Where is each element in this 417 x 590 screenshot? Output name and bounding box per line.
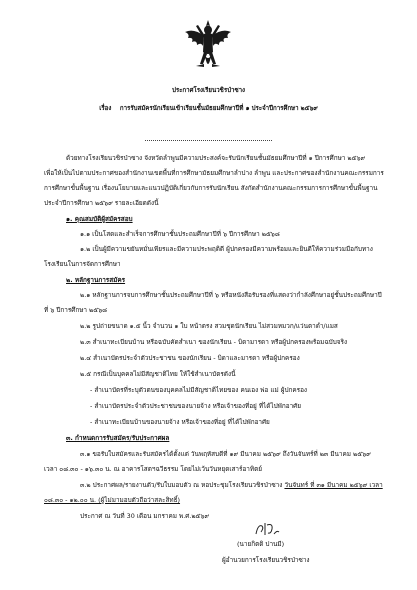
announcement-subject xyxy=(9,104,409,112)
subject-text: การรับสมัครนักเรียนเข้าเรียนชั้นมัธยมศึกษาปีที่ ๑ ประจำปีการศึกษา ๒๕๖๙ xyxy=(119,104,318,112)
section-2-item: ๒.๒ รูปถ่ายขนาด ๑.๕ นิ้ว จำนวน ๑ ใบ หน้าตรง สวมชุดนักเรียน ไม่สวมหมวก/แว่นตาดำ/แมส xyxy=(80,322,338,330)
section-3-item-continuation: เวลา ๐๘.๓๐ - ๑๖.๓๐ น. ณ อาคารโสตฯฉวีธรรม โดยไม่เว้นวันหยุดเสาร์อาทิตย์ xyxy=(44,465,262,473)
garuda-emblem-icon xyxy=(182,18,234,76)
subject-label: เรื่อง xyxy=(99,104,112,112)
section-3-item xyxy=(80,481,383,489)
intro-line: เพื่อให้เป็นไปตามประกาศของสำนักงานเขตพื้นที่การศึกษามัธยมศึกษาลำปาง ลำพูน และประกาศของสำนักงานคณะกรรมการ xyxy=(44,169,384,177)
section-3-item-2-text: ๓.๒ ประกาศผล/รายงานตัว/รับใบมอบตัว ณ หอประชุมโรงเรียนวชิรป่าซาง xyxy=(80,481,285,489)
section-3-item-continuation: ๐๘.๓๐ - ๑๒.๐๐ น. (ผู้ไม่มามอบตัวถือว่าสละสิทธิ์) xyxy=(44,496,181,504)
section-2-item: ๒.๓ สำเนาทะเบียนบ้าน หรือฉบับคัดสำเนา ของนักเรียน - บิดามารดา หรือผู้ปกครองพร้อมฉบับจริง xyxy=(80,338,348,346)
signer-name: (นายกิตติ ปานมี) xyxy=(237,540,285,548)
title-divider xyxy=(145,140,272,141)
section-2-item-continuation: ที่ ๖ ปีการศึกษา ๒๕๖๘ xyxy=(44,306,108,314)
section-1-heading: ๑. คุณสมบัติผู้สมัครสอบ xyxy=(66,215,133,223)
section-3-heading: ๓. กำหนดการรับสมัคร/รับประกาศผล xyxy=(66,434,170,442)
section-1-item-continuation: โรงเรียนในการจัดการศึกษา xyxy=(44,260,121,268)
section-1-item: ๑.๑ เป็นโสดและสำเร็จการศึกษาชั้นประถมศึกษาปีที่ ๖ ปีการศึกษา ๒๕๖๘ xyxy=(80,230,280,238)
intro-line: การศึกษาขั้นพื้นฐาน เรื่องนโยบายและแนวปฏิบัติเกี่ยวกับการรับนักเรียน สังกัดสำนักงานคณะกรรมการการศึกษาขั้นพื้นฐาน xyxy=(44,184,378,192)
announcement-date: ประกาศ ณ วันที่ 30 เดือน มกราคม พ.ศ.๒๕๖๙ xyxy=(80,512,210,520)
section-3-item: ๓.๑ ขอรับใบสมัครและรับสมัครได้ตั้งแต่ วันพฤหัสบดีที่ ๑๙ มีนาคม ๒๕๖๙ ถึงวันจันทร์ที่ ๒๓ มีนาคม ๒๕๖๙ xyxy=(80,450,371,458)
section-2-heading: ๒. หลักฐานการสมัคร xyxy=(66,276,126,284)
signer-position: ผู้อำนวยการโรงเรียนวชิรป่าซาง xyxy=(222,556,310,564)
signature-icon xyxy=(253,520,281,538)
announcement-date-time: วันจันทร์ ที่ ๓๑ มีนาคม ๒๕๖๙ เวลา xyxy=(284,481,383,489)
section-2-subitem: - สำเนาบัตรประจำตัวประชาชนของนายจ้าง หรือเจ้าของที่อยู่ ที่ได้ไปพักอาศัย xyxy=(90,402,301,410)
section-1-item: ๑.๒ เป็นผู้มีความขยันหมั่นเพียรและมีความประพฤติดี ผู้ปกครองมีความพร้อมและยินดีให้ความร่วมมือกับทาง xyxy=(80,245,373,253)
section-2-subitem: - สำเนาทะเบียนบ้านของนายจ้าง หรือเจ้าของที่อยู่ ที่ได้ไปพักอาศัย xyxy=(90,418,270,426)
section-2-item: ๒.๑ หลักฐานการจบการศึกษาชั้นประถมศึกษาปีที่ ๖ หรือหนังสือรับรองที่แสดงว่ากำลังศึกษาอยู่ชั้นประถมศึกษาปี xyxy=(80,291,382,299)
section-2-item: ๒.๔ สำเนาบัตรประจำตัวประชาชน ของนักเรียน - บิดาและมารดา หรือผู้ปกครอง xyxy=(80,354,300,362)
intro-line: ด้วยทางโรงเรียนวชิรป่าซาง จังหวัดลำพูนมีความประสงค์จะรับนักเรียนชั้นมัธยมศึกษาปีที่ ๑ ปีการศึกษา ๒๕๖๙ xyxy=(66,154,366,162)
section-2-subitem: - สำเนาบัตรที่ระบุตัวตนของบุคคลไม่มีสัญชาติไทยของ คนเอง พ่อ แม่ ผู้ปกครอง xyxy=(90,386,308,394)
intro-line: ประจำปีการศึกษา ๒๕๖๙ รายละเอียดดังนี้ xyxy=(44,199,159,207)
section-2-item: ๒.๕ กรณีเป็นบุคคลไม่มีสัญชาติไทย ให้ใช้สำเนาบัตรดังนี้ xyxy=(80,370,236,378)
announcement-title: ประกาศโรงเรียนวชิรป่าซาง xyxy=(171,86,246,94)
